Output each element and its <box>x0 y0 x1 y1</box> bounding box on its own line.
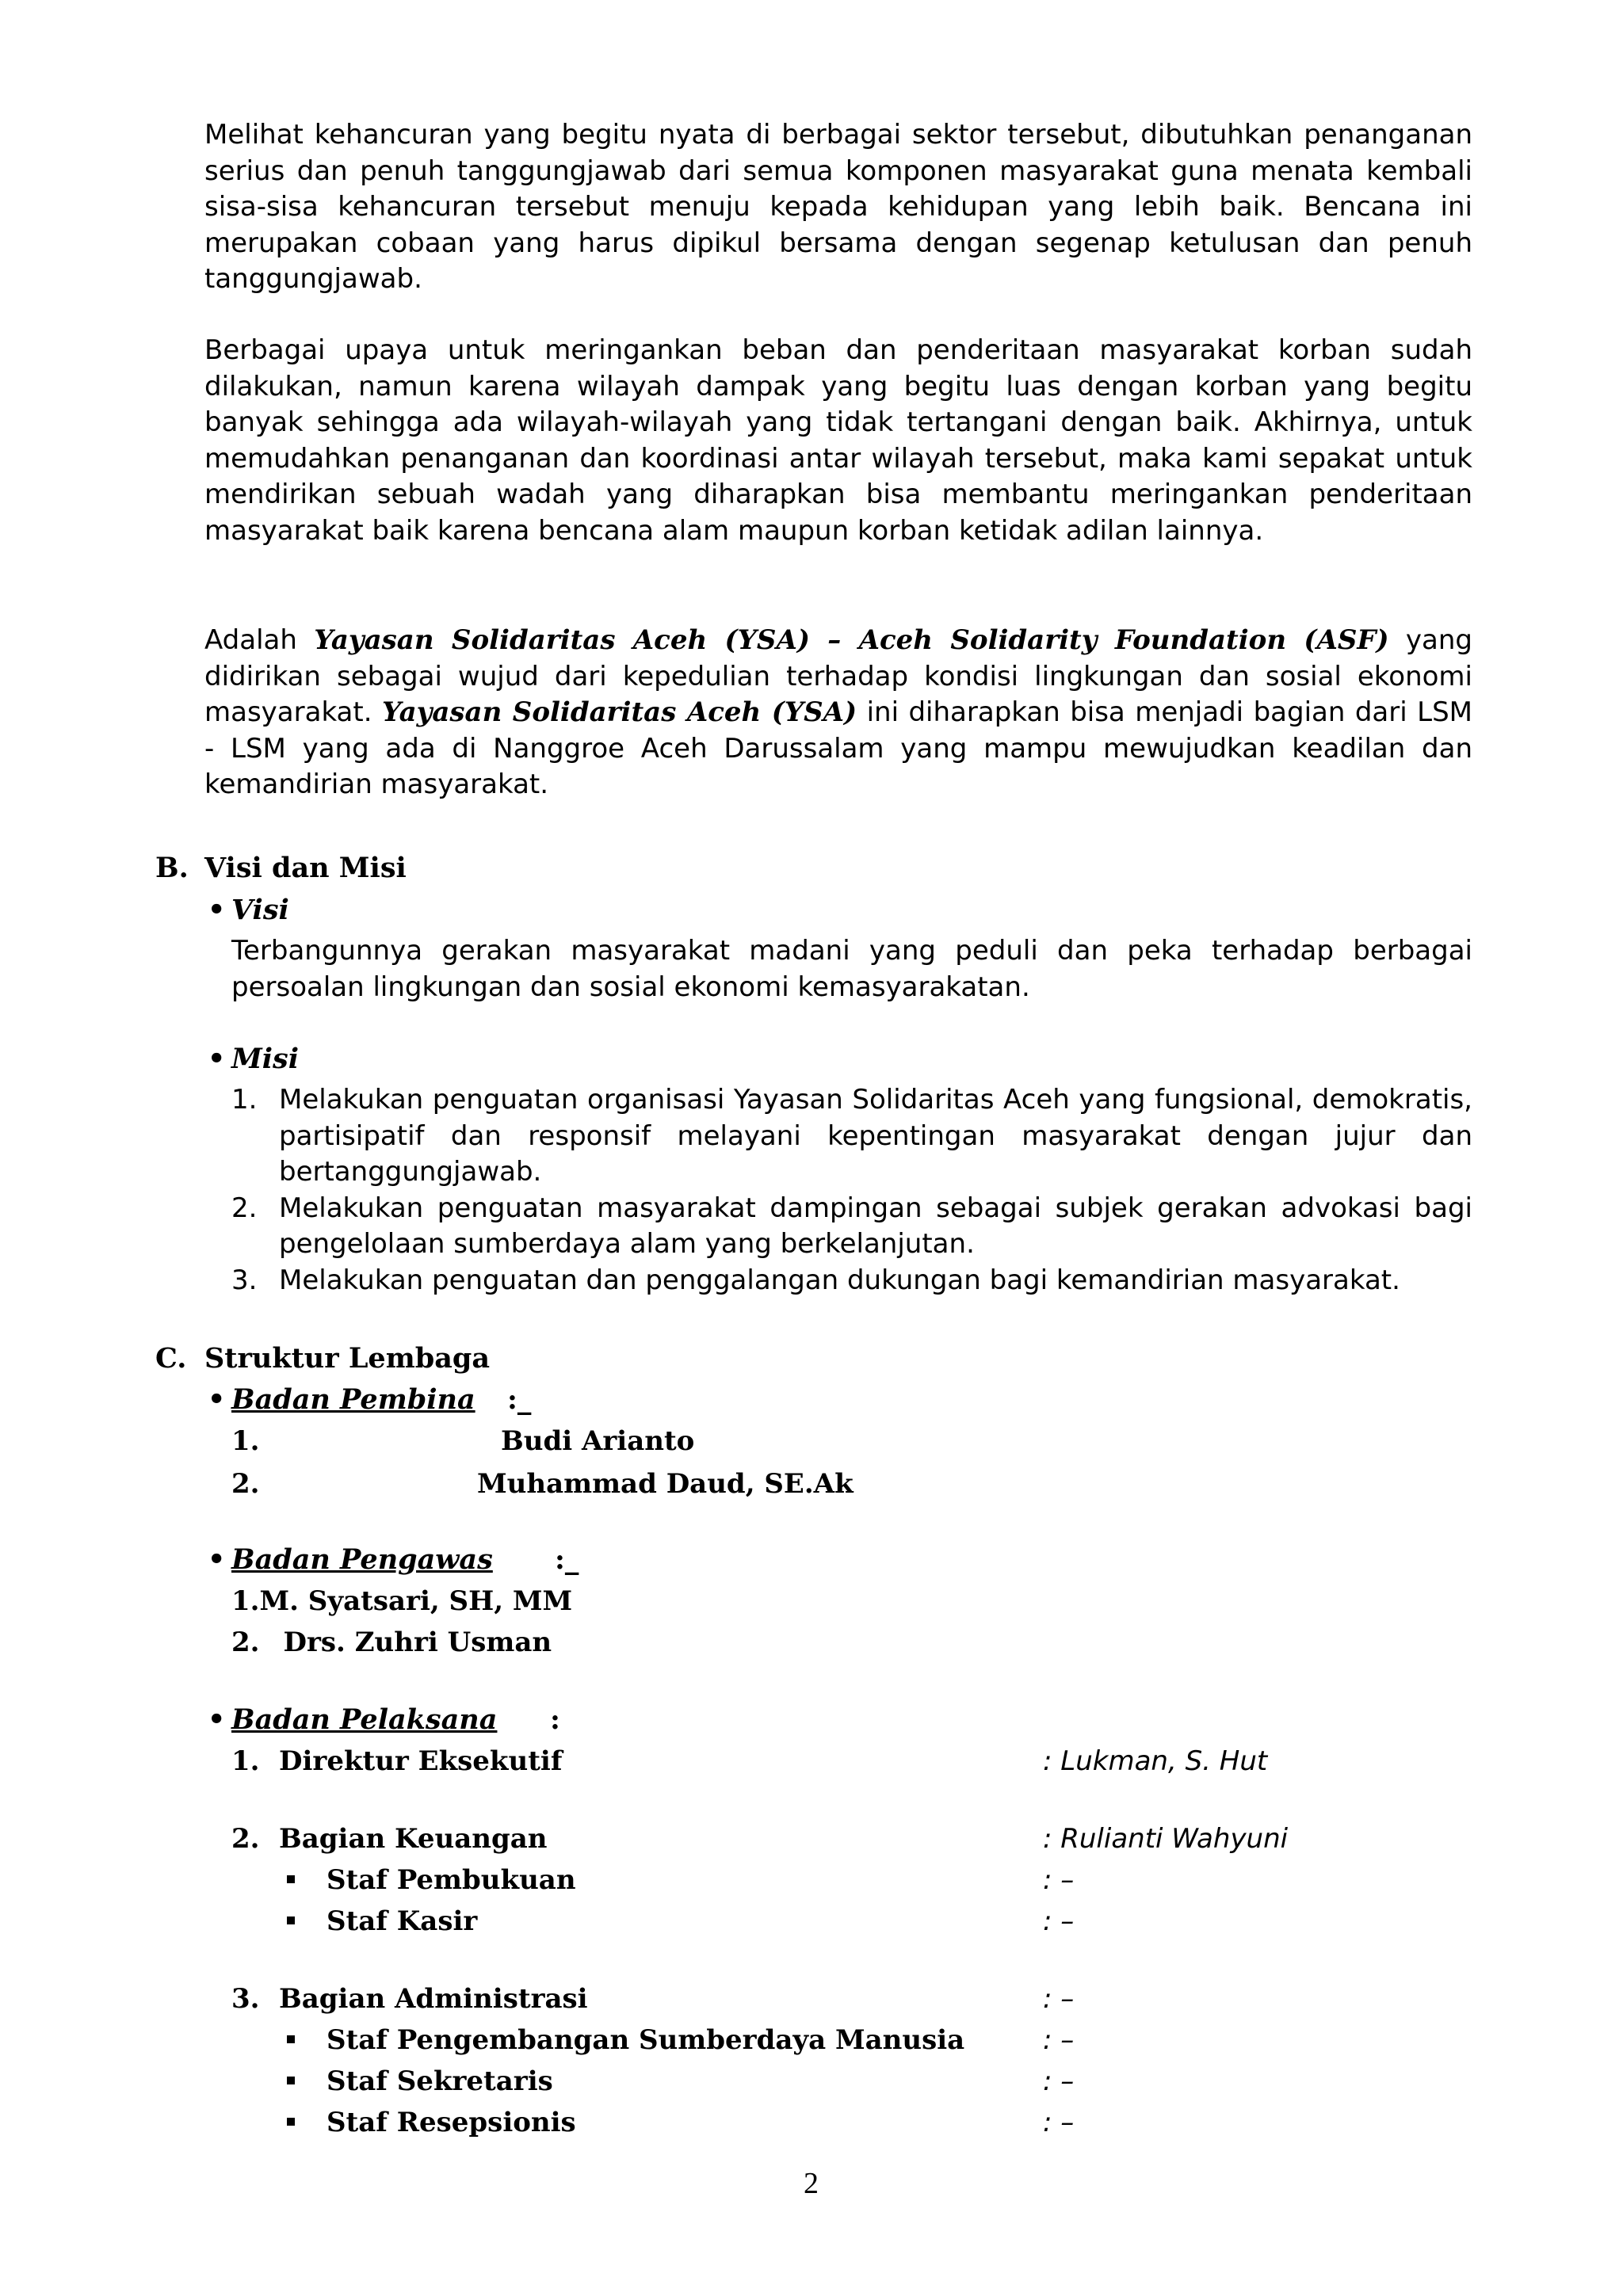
administrasi-value: : – <box>1043 1983 1075 2015</box>
pembina-heading <box>208 1382 532 1418</box>
pengawas-item-number: 1. <box>231 1585 260 1617</box>
administrasi-staff-row <box>287 2104 576 2141</box>
administrasi-staff-value: : – <box>1043 2065 1075 2097</box>
keuangan-number: 2. <box>231 1823 260 1855</box>
bullet-icon: • <box>208 1383 226 1416</box>
misi-item <box>231 1082 1472 1191</box>
intro-paragraph-3 <box>204 623 1472 803</box>
intro-paragraph-2: Berbagai upaya untuk meringankan beban dan penderitaan masyarakat korban sudah dilakukan, namun karena wilayah dampak yang begitu luas dengan korban yang begitu banyak sehingga ada wilayah-wilayah yang tidak tertangani dengan baik. Akhirnya, untuk memudahkan penanganan dan koordinasi antar wilayah tersebut, maka kami sepakat untuk mendirikan sebuah wadah yang diharapkan bisa membantu meringankan penderitaan masyarakat baik karena bencana alam maupun korban ketidak adilan lainnya. <box>204 334 1472 547</box>
keuangan-staff-row <box>287 1862 576 1898</box>
square-bullet-icon <box>287 2077 295 2084</box>
bullet-icon: • <box>208 894 226 926</box>
section-c-title: Struktur Lembaga <box>204 1342 491 1375</box>
direktur-number: 1. <box>231 1745 260 1777</box>
keuangan-staff-label: Staf Kasir <box>327 1905 478 1937</box>
section-c-letter: C. <box>155 1342 187 1375</box>
intro-p3-text-c: ini diharapkan bisa menjadi bagian dari LSM - LSM yang ada di Nanggroe Aceh Darussalam yang mampu mewujudkan keadilan dan kemandirian masyarakat. <box>204 696 1472 800</box>
intro-paragraph-1: Melihat kehancuran yang begitu nyata di berbagai sektor tersebut, dibutuhkan penanganan serius dan penuh tanggungjawab dari semua komponen masyarakat guna menata kembali sisa-sisa kehancuran tersebut menuju kepada kehidupan yang lebih baik. Bencana ini merupakan cobaan yang harus dipikul bersama dengan segenap ketulusan dan penuh tanggungjawab. <box>204 119 1472 295</box>
bullet-icon: • <box>208 1043 226 1075</box>
misi-item-number: 1. <box>231 1084 258 1116</box>
pelaksana-heading <box>208 1702 560 1738</box>
keuangan-staff-value: : – <box>1043 1864 1075 1896</box>
section-b-heading <box>155 850 407 887</box>
administrasi-number: 3. <box>231 1983 260 2015</box>
pembina-colon: :_ <box>507 1383 532 1416</box>
administrasi-staff-label: Staf Pengembangan Sumberdaya Manusia <box>327 2024 965 2056</box>
bullet-icon: • <box>208 1703 226 1736</box>
administrasi-staff-label: Staf Resepsionis <box>327 2107 576 2138</box>
keuangan-staff-label: Staf Pembukuan <box>327 1864 576 1896</box>
direktur-row <box>231 1743 562 1779</box>
keuangan-staff-value: : – <box>1043 1905 1075 1937</box>
pembina-label: Badan Pembina <box>231 1383 475 1416</box>
foundation-name-short: Yayasan Solidaritas Aceh (YSA) <box>381 696 857 728</box>
bullet-icon: • <box>208 1543 226 1576</box>
direktur-value: : Lukman, S. Hut <box>1043 1745 1268 1777</box>
keuangan-value: : Rulianti Wahyuni <box>1043 1823 1289 1855</box>
visi-text: Terbangunnya gerakan masyarakat madani yang peduli dan peka terhadap berbagai persoalan lingkungan dan sosial ekonomi kemasyarakatan. <box>231 935 1472 1003</box>
administrasi-staff-value: : – <box>1043 2024 1075 2056</box>
section-b-title: Visi dan Misi <box>204 852 407 884</box>
pengawas-item <box>231 1624 552 1661</box>
visi-label: Visi <box>231 894 289 926</box>
direktur-label: Direktur Eksekutif <box>279 1745 563 1777</box>
intro-p3-text-a: Adalah <box>204 624 315 656</box>
misi-item-text: Melakukan penguatan dan penggalangan dukungan bagi kemandirian masyarakat. <box>279 1264 1400 1296</box>
pembina-item-name: Budi Arianto <box>501 1425 695 1457</box>
misi-list <box>231 1082 1472 1299</box>
misi-item-number: 3. <box>231 1264 258 1296</box>
misi-item <box>231 1191 1472 1263</box>
administrasi-staff-value: : – <box>1043 2107 1075 2138</box>
square-bullet-icon <box>287 1875 295 1883</box>
pengawas-item-number: 2. <box>231 1627 260 1658</box>
pembina-item-number: 2. <box>231 1468 260 1500</box>
misi-heading <box>208 1041 299 1077</box>
square-bullet-icon <box>287 2035 295 2043</box>
misi-item-number: 2. <box>231 1192 258 1224</box>
misi-item-text: Melakukan penguatan organisasi Yayasan Solidaritas Aceh yang fungsional, demokratis, partisipatif dan responsif melayani kepentingan masyarakat dengan jujur dan bertanggungjawab. <box>279 1084 1472 1188</box>
pengawas-colon: :_ <box>555 1543 579 1576</box>
pengawas-item-name: M. Syatsari, SH, MM <box>259 1585 573 1617</box>
intro-p3-text-b: yang didirikan sebagai wujud dari kepedulian terhadap kondisi lingkungan dan sosial ekonomi masyarakat. <box>204 624 1472 728</box>
pengawas-item <box>231 1583 572 1619</box>
keuangan-label: Bagian Keuangan <box>279 1823 548 1855</box>
pembina-item-name: Muhammad Daud, SE.Ak <box>477 1468 854 1500</box>
administrasi-label: Bagian Administrasi <box>279 1983 588 2015</box>
section-c-heading <box>155 1341 490 1377</box>
visi-heading <box>208 892 289 929</box>
pengawas-heading <box>208 1542 579 1578</box>
section-b-letter: B. <box>155 852 189 884</box>
pengawas-label: Badan Pengawas <box>231 1543 493 1576</box>
page-number: 2 <box>804 2167 819 2200</box>
pelaksana-label: Badan Pelaksana <box>231 1703 498 1736</box>
pelaksana-colon: : <box>550 1703 560 1736</box>
misi-item-text: Melakukan penguatan masyarakat dampingan sebagai subjek gerakan advokasi bagi pengelolaan sumberdaya alam yang berkelanjutan. <box>279 1192 1472 1260</box>
pembina-item-number: 1. <box>231 1425 260 1457</box>
keuangan-row <box>231 1821 547 1857</box>
keuangan-staff-row <box>287 1903 477 1939</box>
administrasi-staff-row <box>287 2022 964 2058</box>
misi-label: Misi <box>231 1043 300 1075</box>
pengawas-item-name: Drs. Zuhri Usman <box>283 1627 552 1658</box>
square-bullet-icon <box>287 1917 295 1924</box>
administrasi-row <box>231 1981 588 2017</box>
square-bullet-icon <box>287 2118 295 2126</box>
misi-item <box>231 1263 1472 1299</box>
foundation-name-full: Yayasan Solidaritas Aceh (YSA) – Aceh Solidarity Foundation (ASF) <box>314 624 1389 656</box>
administrasi-staff-label: Staf Sekretaris <box>327 2065 553 2097</box>
administrasi-staff-row <box>287 2063 553 2100</box>
